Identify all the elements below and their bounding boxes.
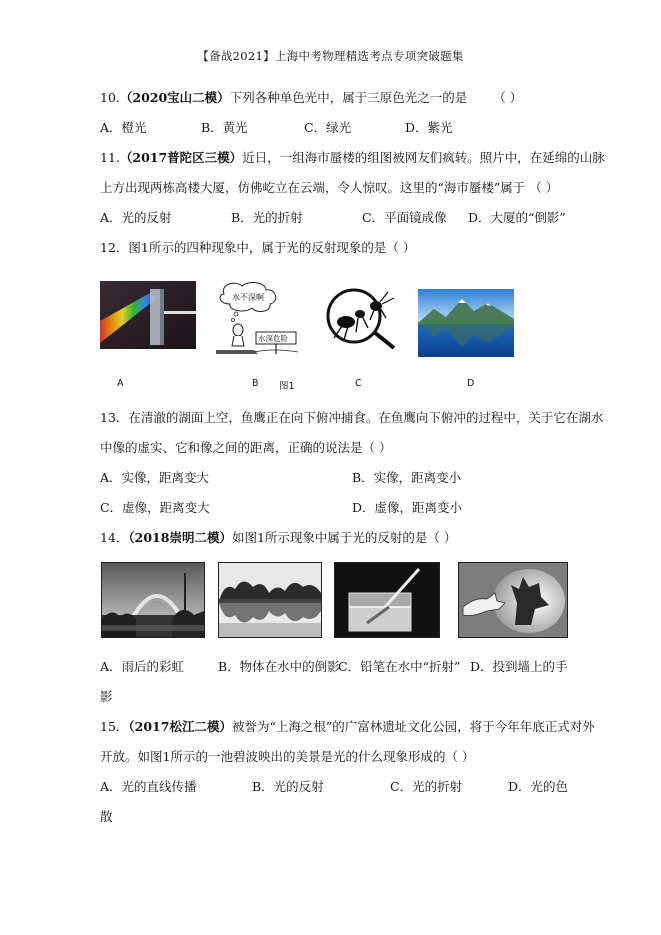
question-11 — [100, 148, 605, 166]
option-d: D．光的色 — [508, 779, 569, 794]
question-14 — [100, 528, 456, 546]
option-d: D．虚像，距离变小 — [352, 500, 463, 515]
option-b: B．物体在水中的倒影 — [218, 659, 340, 674]
figure-trees-reflection — [218, 562, 322, 638]
question-source-tag: （2020宝山二模） — [119, 90, 230, 105]
question-11-options — [100, 208, 580, 226]
figure-hand-shadow — [458, 562, 568, 638]
option-d: D．投到墙上的手 — [470, 659, 568, 674]
option-b: B．光的折射 — [231, 210, 303, 225]
question-13: 13．在清澈的湖面上空，鱼鹰正在向下俯冲捕食。在鱼鹰向下俯冲的过程中，关于它在湖水 — [100, 410, 604, 425]
option-c: C．平面镜成像 — [362, 210, 447, 225]
question-text: 下列各种单色光中，属于三原色光之一的是 — [229, 90, 468, 105]
option-c: C．虚像，距离变大 — [100, 500, 210, 515]
question-13-options-row2 — [100, 498, 580, 516]
figure-pencil-in-water — [334, 562, 440, 638]
question-text: 被誉为“上海之根”的广富林遗址文化公园，将于今年年底正式对外 — [231, 719, 595, 734]
question-text: 如图1所示现象中属于光的反射的是（ ） — [231, 530, 457, 545]
option-a: A．光的直线传播 — [100, 779, 197, 794]
option-a: A．橙光 — [100, 120, 147, 135]
figure-rainbow — [101, 562, 205, 638]
question-source-tag: （2018崇明二模） — [128, 530, 232, 545]
question-15-option-d-wrap: 散 — [100, 809, 113, 824]
question-number: 15． — [100, 719, 129, 734]
question-10 — [100, 88, 522, 106]
figure-cartoon-water-depth — [214, 280, 298, 356]
question-source-tag: （2017松江二模） — [128, 719, 232, 734]
option-c: C．绿光 — [304, 120, 352, 135]
option-c: C．铅笔在水中“折射” — [338, 659, 461, 674]
question-15-options — [100, 777, 580, 795]
option-d: D．大厦的“倒影” — [468, 210, 566, 225]
option-b: B．光的反射 — [252, 779, 324, 794]
warning-sign-text: 水深危险 — [258, 334, 288, 343]
figure-prism-dispersion — [100, 281, 196, 349]
question-14-option-d-wrap: 影 — [100, 689, 113, 704]
option-a: A．光的反射 — [100, 210, 172, 225]
question-13-options-row1 — [100, 468, 580, 486]
figure-lake-reflection — [418, 289, 514, 357]
page-header: 【备战2021】上海中考物理精选考点专项突破题集 — [197, 49, 464, 63]
question-number: 11. — [100, 150, 120, 165]
question-source-tag: （2017普陀区三模） — [119, 150, 243, 165]
question-15-line2: 开放。如图1所示的一池碧波映出的美景是光的什么现象形成的（ ） — [100, 749, 475, 764]
figure-label-b: B — [252, 378, 259, 389]
option-b: B．实像，距离变小 — [352, 470, 462, 485]
answer-blank: （ ） — [493, 90, 523, 105]
question-10-options — [100, 118, 580, 136]
figure-label-c: C — [355, 378, 362, 389]
thought-bubble-text: 水不深啊 — [232, 293, 264, 302]
question-number: 10. — [100, 90, 120, 105]
option-a: A．雨后的彩虹 — [100, 659, 185, 674]
option-b: B．黄光 — [201, 120, 248, 135]
question-text: 近日，一组海市蜃楼的组图被网友们疯转。照片中，在延绵的山脉 — [242, 150, 605, 165]
question-12: 12．图1所示的四种现象中，属于光的反射现象的是（ ） — [100, 240, 416, 255]
option-c: C．光的折射 — [390, 779, 463, 794]
figure-magnifier-ant — [322, 282, 404, 352]
figure-label-a: A — [117, 378, 124, 389]
question-14-options — [100, 657, 600, 675]
question-11-line2: 上方出现两栋高楼大厦，仿佛屹立在云端，令人惊叹。这里的“海市蜃楼”属于 （ ） — [100, 180, 559, 195]
question-13-line2: 中像的虚实、它和像之间的距离，正确的说法是（ ） — [100, 440, 392, 455]
question-number: 14． — [100, 530, 129, 545]
option-a: A．实像，距离变大 — [100, 470, 210, 485]
question-15 — [100, 717, 595, 735]
figure-caption: 图1 — [279, 381, 295, 392]
figure-label-d: D — [467, 378, 475, 389]
option-d: D．紫光 — [405, 120, 453, 135]
